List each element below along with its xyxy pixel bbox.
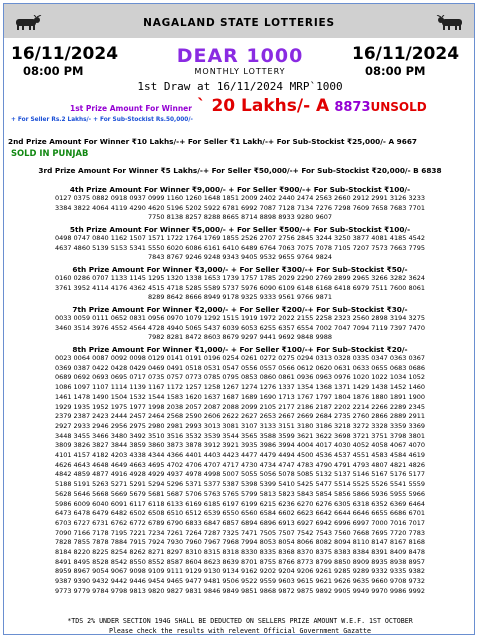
number-row: 2379 2387 2423 2444 2457 2464 2568 2590 2606 2622 2627 2653 2667 2669 2684 2735 2760 2866 2889 2911	[54, 412, 426, 421]
number-row: 0160 0286 0707 1133 1145 1295 1320 1338 1653 1739 1757 1785 2029 2290 2769 2899 2965 3266 3282 3624	[54, 274, 426, 282]
number-row: 8289 8642 8666 8949 9178 9325 9333 9561 9766 9871	[147, 293, 332, 302]
number-row: 1086 1097 1107 1114 1139 1167 1172 1257 1258 1267 1274 1276 1337 1354 1368 1371 1429 1438 1452 1460	[54, 383, 426, 392]
prize8-numbers	[12, 354, 468, 597]
draw-time-left: 08:00 PM	[23, 64, 84, 78]
number-row: 8184 8220 8225 8254 8262 8271 8297 8310 8315 8318 8330 8335 8368 8370 8375 8383 8384 8391 8409 8478	[54, 548, 426, 557]
prize2-sold-note: SOLD IN PUNJAB	[11, 148, 89, 158]
prize3-heading: 3rd Prize Amount For Winner ₹5 Lakhs/-+ For Seller ₹50,000/-+ For Sub-Stockist ₹20,000/- B 6838	[38, 166, 442, 175]
number-row: 1929 1935 1952 1975 1977 1998 2038 2057 2087 2088 2099 2105 2177 2186 2187 2202 2214 2266 2289 2345	[54, 402, 426, 411]
number-row: 8959 8967 9054 9067 9098 9109 9111 9129 9130 9134 9162 9202 9204 9206 9261 9285 9289 9332 9335 9382	[54, 567, 426, 576]
number-row: 0689 0692 0693 0695 0717 0735 0757 0773 0785 0795 0853 0860 0861 0936 0963 0976 1020 1022 1034 1052	[54, 373, 426, 382]
lottery-subtitle: MONTHLY LOTTERY	[194, 67, 286, 76]
prize1-number: 8873	[334, 100, 371, 115]
number-row: 7982 8281 8472 8603 8679 9297 9441 9692 9848 9988	[147, 333, 332, 342]
number-row: 0127 0375 0882 0918 0937 0999 1160 1260 1648 1851 2009 2402 2440 2474 2563 2660 2912 2991 3126 3233	[54, 194, 426, 202]
number-row: 5628 5646 5668 5669 5679 5681 5687 5706 5763 5765 5799 5813 5823 5843 5854 5856 5866 5936 5955 5966	[54, 489, 426, 498]
number-row: 1461 1478 1490 1504 1532 1544 1583 1620 1637 1687 1689 1690 1713 1767 1797 1804 1876 1880 1891 1900	[54, 392, 426, 401]
number-row: 7750 8138 8257 8288 8665 8714 8898 8933 9280 9607	[147, 213, 332, 222]
prize4-numbers	[12, 194, 468, 223]
number-row: 9387 9390 9432 9442 9446 9454 9465 9477 9481 9506 9522 9559 9603 9615 9621 9626 9635 9660 9708 9732	[54, 577, 426, 586]
number-row: 3460 3514 3976 4552 4564 4728 4940 5065 5437 6039 6053 6255 6357 6554 7002 7047 7094 7119 7397 7470	[54, 323, 426, 332]
number-row: 2927 2933 2946 2956 2975 2980 2981 2993 3013 3081 3107 3133 3151 3180 3186 3218 3272 3328 3359 3369	[54, 421, 426, 430]
number-row: 7090 7166 7178 7195 7221 7234 7261 7264 7287 7325 7471 7505 7507 7542 7543 7560 7668 7695 7720 7783	[54, 528, 426, 537]
prize8-heading: 8th Prize Amount For Winner ₹1,000/- + For Seller ₹100/-+ For Sub-Stockist ₹20/-	[72, 345, 408, 354]
prize1-amount: ` 20 Lakhs/- A	[197, 96, 330, 116]
prize1-row	[70, 96, 427, 116]
prize1-seller: + For Seller Rs.2 Lakhs/- + For Sub-Stockist Rs.50,000/-	[11, 117, 193, 123]
prize2-heading: 2nd Prize Amount For Winner ₹10 Lakhs/-+ For Seller ₹1 Lakh/-+ For Sub-Stockist ₹25,000/- A 9667	[8, 137, 417, 146]
prize1-status: UNSOLD	[370, 100, 427, 114]
number-row: 7843 8767 9246 9248 9343 9405 9532 9655 9764 9824	[147, 253, 332, 262]
prize5-heading: 5th Prize Amount For Winner ₹5,000/- + For Seller ₹500/-+ For Sub-Stockist ₹100/-	[69, 225, 411, 234]
number-row: 5986 6009 6040 6091 6117 6118 6133 6169 6185 6197 6199 6215 6236 6270 6276 6305 6318 6352 6369 6464	[54, 499, 426, 508]
number-row: 4842 4859 4877 4916 4928 4929 4937 4978 4998 5007 5055 5056 5078 5085 5132 5137 5146 5167 5176 5177	[54, 470, 426, 479]
number-row: 0033 0059 0111 0652 0831 0956 0970 1079 1292 1515 1919 1972 2022 2155 2258 2323 2560 2898 3194 3275	[54, 314, 426, 322]
prize7-numbers	[12, 314, 468, 343]
number-row: 5188 5191 5263 5271 5291 5294 5296 5371 5377 5387 5398 5399 5410 5425 5477 5514 5525 5526 5541 5559	[54, 480, 426, 489]
number-row: 7828 7855 7878 7884 7915 7924 7930 7960 7967 7968 7994 8053 8054 8066 8082 8094 8110 8147 8167 8168	[54, 538, 426, 547]
number-row: 4626 4643 4648 4649 4663 4695 4702 4706 4707 4717 4730 4734 4747 4783 4790 4791 4793 4807 4821 4826	[54, 460, 426, 469]
prize7-heading: 7th Prize Amount For Winner ₹2,000/- + For Seller ₹200/-+ For Sub-Stockist ₹30/-	[72, 305, 408, 314]
prize6-heading: 6th Prize Amount For Winner ₹3,000/- + For Seller ₹300/-+ For Sub-Stockist ₹50/-	[72, 265, 408, 274]
number-row: 0023 0064 0087 0092 0098 0129 0141 0191 0196 0254 0261 0272 0275 0294 0313 0328 0335 0347 0363 0367	[54, 354, 426, 362]
lottery-brand: DEAR 1000	[176, 45, 304, 67]
number-row: 0498 0747 0840 1162 1507 1571 1722 1764 1769 1855 2526 2707 2756 2845 3244 3250 3877 4081 4185 4542	[54, 234, 426, 242]
tds-note: *TDS 2% UNDER SECTION 194G SHALL BE DEDUCTED ON SELLERS PRIZE AMOUNT W.E.F. 1ST OCTOBER	[67, 617, 413, 625]
number-row: 4637 4860 5139 5153 5341 5550 6020 6086 6161 6410 6489 6764 7063 7075 7078 7105 7207 7573 7663 7795	[54, 243, 426, 252]
draw-date-right: 16/11/2024	[352, 44, 460, 64]
number-row: 3761 3952 4114 4176 4362 4515 4718 5285 5589 5737 5976 6090 6109 6148 6168 6418 6979 7511 7600 8061	[54, 283, 426, 292]
number-row: 4101 4157 4182 4203 4338 4344 4366 4401 4403 4423 4477 4479 4494 4500 4536 4537 4551 4583 4584 4619	[54, 451, 426, 460]
prize6-numbers	[12, 274, 468, 303]
lottery-title: NAGALAND STATE LOTTERIES	[143, 17, 335, 29]
draw-info: 1st Draw at 16/11/2024 MRP`1000	[137, 80, 343, 93]
number-row: 0369 0387 0422 0428 0429 0469 0491 0518 0531 0547 0556 0557 0566 0612 0620 0631 0633 0655 0683 0686	[54, 363, 426, 372]
draw-time-right: 08:00 PM	[365, 64, 426, 78]
number-row: 6473 6478 6479 6482 6502 6508 6510 6512 6539 6550 6560 6584 6602 6623 6642 6644 6646 6655 6686 6701	[54, 509, 426, 518]
prize1-label: 1st Prize Amount For Winner	[70, 104, 192, 113]
gazette-note: Please check the results with relevent Official Government Gazatte	[108, 627, 371, 635]
number-row: 3448 3455 3466 3480 3492 3510 3516 3532 3539 3544 3565 3588 3599 3621 3622 3698 3721 3751 3798 3801	[54, 431, 426, 440]
draw-date-left: 16/11/2024	[11, 44, 119, 64]
number-row: 9773 9779 9784 9798 9813 9820 9827 9831 9846 9849 9851 9868 9872 9875 9892 9905 9949 9970 9986 9992	[54, 586, 426, 595]
header-bar	[4, 4, 474, 38]
number-row: 3384 3822 4064 4119 4290 4620 5196 5202 5922 6781 6992 7087 7128 7134 7276 7298 7609 7658 7683 7701	[54, 203, 426, 212]
number-row: 6703 6727 6731 6762 6772 6789 6790 6833 6847 6857 6894 6896 6913 6927 6942 6996 6997 7000 7016 7017	[54, 518, 426, 527]
mithun-logo-right	[436, 15, 466, 31]
prize5-numbers	[12, 234, 468, 263]
number-row: 3809 3826 3827 3844 3859 3860 3873 3878 3912 3921 3935 3986 3994 4004 4017 4030 4052 4058 4067 4070	[54, 441, 426, 450]
prize4-heading: 4th Prize Amount For Winner ₹9,000/- + For Seller ₹900/-+ For Sub-Stockist ₹100/-	[69, 185, 411, 194]
number-row: 8491 8495 8528 8542 8550 8552 8587 8604 8623 8639 8701 8755 8766 8773 8799 8850 8909 8935 8938 8957	[54, 557, 426, 566]
